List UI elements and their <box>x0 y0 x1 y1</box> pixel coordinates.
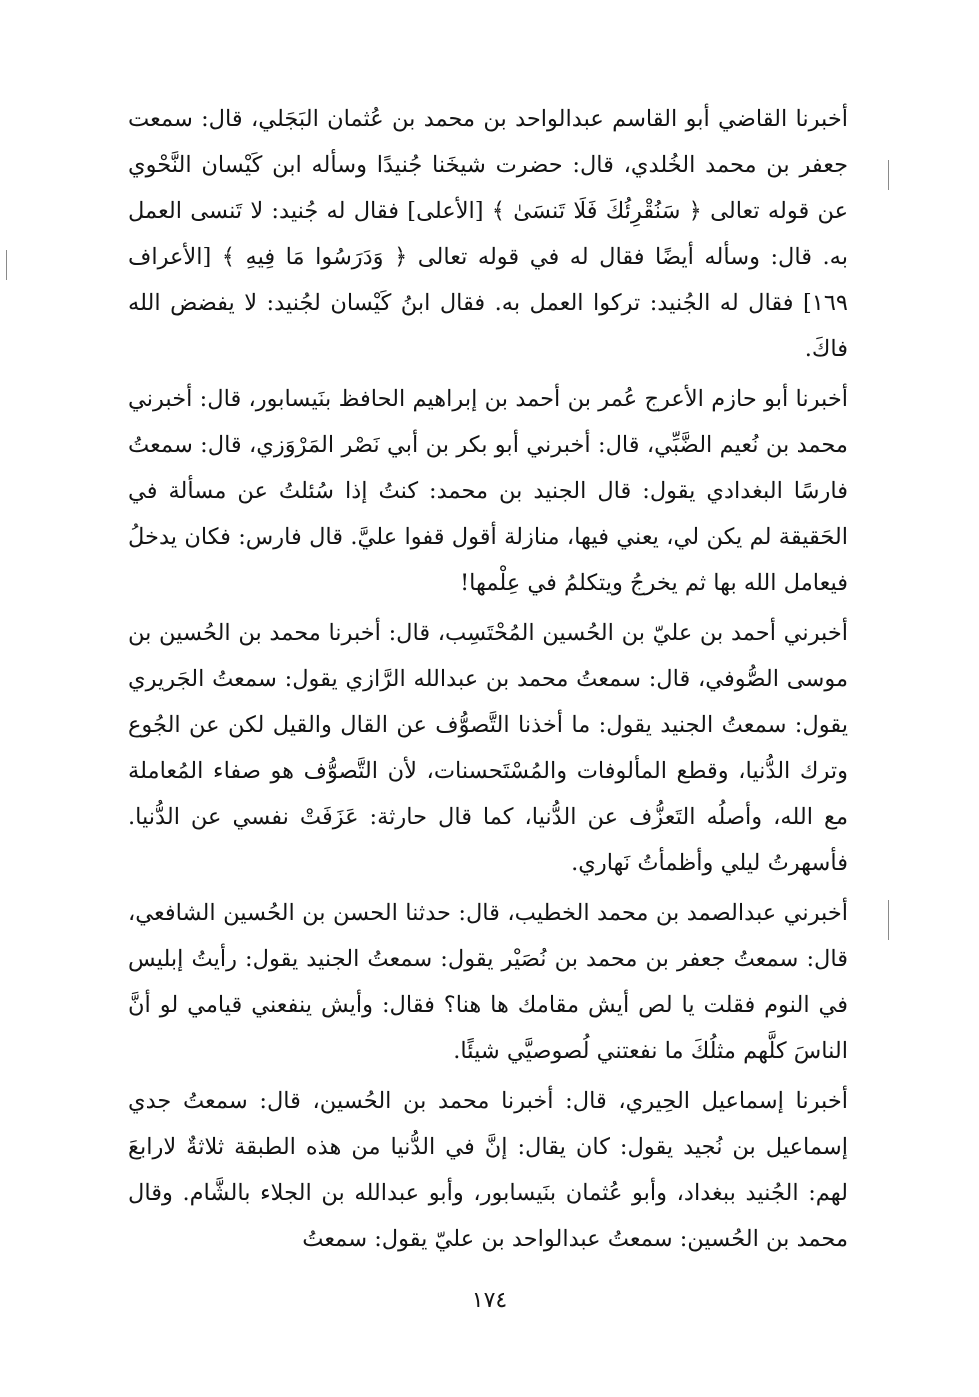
paragraph-5: أخبرنا إسماعيل الحِيري، قال: أخبرنا محمد بن الحُسين، قال: سمعتُ جدي إسماعيل بن نُجيد يقول: كان يقال: إنَّ في الدُّنيا من هذه الطبقة ثلاثةٌ لارابعَ لهم: الجُنيد ببغداد، وأبو عُثمان بنَيسابور، وأبو عبدالله بن الجلاء بالشَّام. وقال محمد بن الحُسين: سمعتُ عبدالواحد بن عليّ يقول: سمعتُ <box>128 1088 848 1252</box>
main-text-column <box>128 96 848 1262</box>
scan-edge-mark-right-lower <box>888 900 889 940</box>
paragraph-3: أخبرني أحمد بن عليّ بن الحُسين المُحْتَسِب، قال: أخبرنا محمد بن الحُسين بن موسى الصُّوفي، قال: سمعتُ محمد بن عبدالله الرَّازي يقول: سمعتُ الجَريري يقول: سمعتُ الجنيد يقول: ما أخذنا التَّصوُّف عن القال والقيل لكن عن الجُوع وترك الدُّنيا، وقطع المألوفات والمُسْتَحسنات، لأن التَّصوُّف هو صفاء المُعاملة مع الله، وأصلُه التَعزُّف عن الدُّنيا، كما قال حارثة: عَزَفَتْ نفسي عن الدُّنيا. فأسهرتُ ليلي وأظمأتُ نَهاري. <box>128 620 848 876</box>
paragraph-2: أخبرنا أبو حازم الأعرج عُمر بن أحمد بن إبراهيم الحافظ بنَيسابور، قال: أخبرني محمد بن نُعيم الضَّبِّي، قال: أخبرني أبو بكر بن أبي نَصْر المَرْوَزي، قال: سمعتُ فارسًا البغدادي يقول: قال الجنيد بن محمد: كنتُ إذا سُئلتُ عن مسألة في الحَقيقة لم يكن لي، يعني فيها، منازلة أقول قفوا عليَّ. قال فارس: فكان يدخلُ فيعامل الله بها ثم يخرجُ ويتكلمُ في عِلْمها! <box>128 386 848 596</box>
page-number: ١٧٤ <box>471 1288 508 1313</box>
paragraph-4: أخبرني عبدالصمد بن محمد الخطيب، قال: حدثنا الحسن بن الحُسين الشافعي، قال: سمعتُ جعفر بن محمد بن نُصَيْر يقول: سمعتُ الجنيد يقول: رأيتُ إبليس في النوم فقلت يا لص أيش مقامك ها هنا؟ فقال: وأيش ينفعني قيامي لو أنَّ الناسَ كلَّهم مثلُكَ ما نفعتني لُصوصيَّي شيئًا. <box>128 900 848 1064</box>
paragraph-1: أخبرنا القاضي أبو القاسم عبدالواحد بن محمد بن عُثمان البَجَلي، قال: سمعت جعفر بن محمد الخُلدي، قال: حضرت شيخَنا جُنيدًا وسأله ابن كَيْسان النَّحْوي عن قوله تعالى ﴿ سَنُقْرِئُكَ فَلَا تَنسَىٰ ﴾ [الأعلى] فقال له جُنيد: لا تَنسى العمل به. قال: وسأله أيضًا فقال له في قوله تعالى ﴿ وَدَرَسُوا مَا فِيهِ ﴾ [الأعراف ١٦٩] فقال له الجُنيد: تركوا العمل به. فقال ابنُ كَيْسان لجُنيد: لا يفضض الله فاكَ. <box>128 106 848 362</box>
scan-edge-mark-left <box>6 250 7 280</box>
scan-edge-mark-right <box>888 160 889 190</box>
